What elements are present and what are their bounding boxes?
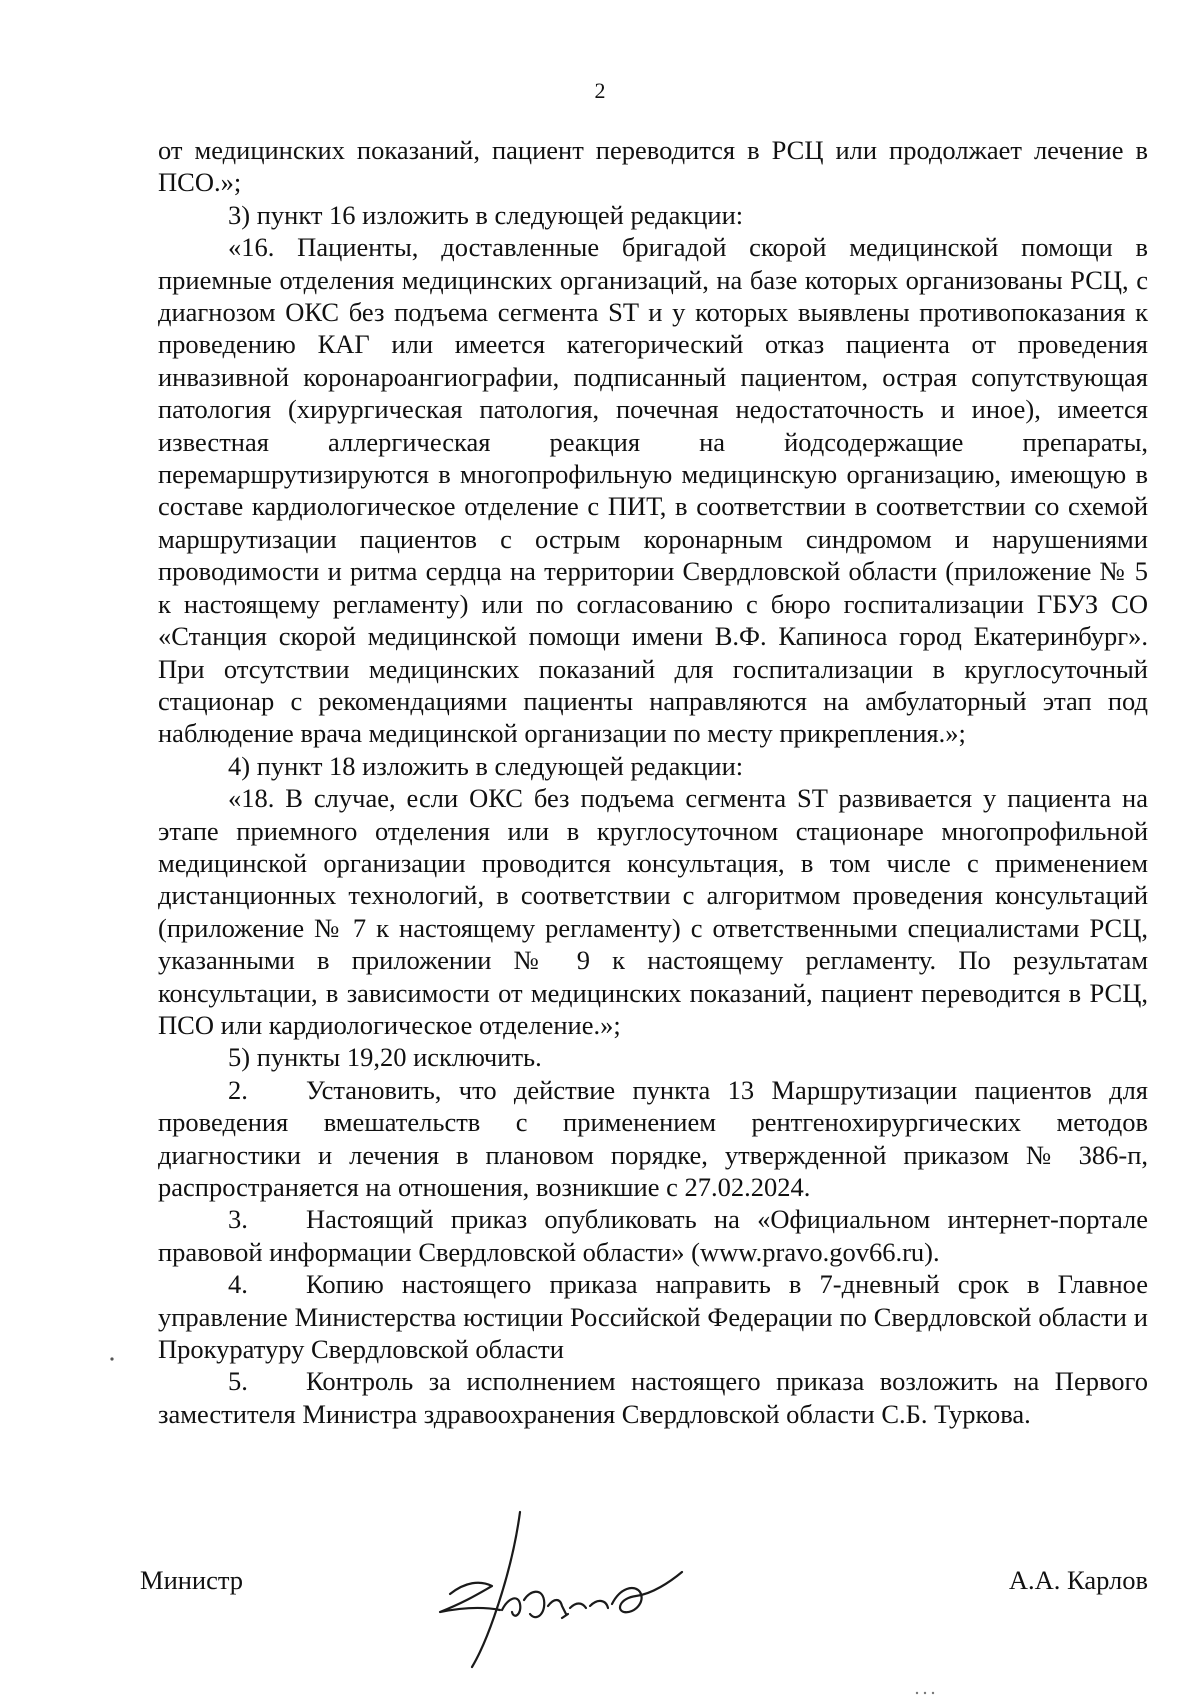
document-body: [158, 134, 1148, 1430]
page-number: 2: [594, 78, 606, 103]
paragraph-clause-16: «16. Пациенты, доставленные бригадой скорой медицинской помощи в приемные отделения медицинских организаций, на базе которых организованы РСЦ, с диагнозом ОКС без подъема сегмента ST и у которых выявлены противопоказания к проведению КАГ или имеется категорический отказ пациента от проведения инвазивной коронароангиографии, подписанный пациентом, острая сопутствующая патология (хирургическая патология, почечная недостаточность и иное), имеется известная аллергическая реакция на йодсодержащие препараты, перемаршрутизируются в многопрофильную медицинскую организацию, имеющую в составе кардиологическое отделение с ПИТ, в соответствии в соответствии со схемой маршрутизации пациентов с острым коронарным синдромом и нарушениями проводимости и ритма сердца на территории Свердловской области (приложение № 5 к настоящему регламенту) или по согласованию с бюро госпитализации ГБУЗ СО «Станция скорой медицинской помощи имени В.Ф. Капиноса город Екатеринбург». При отсутствии медицинских показаний для госпитализации в круглосуточный стационар с рекомендациями пациенты направляются на амбулаторный этап под наблюдение врача медицинской организации по месту прикрепления.»;: [158, 232, 1148, 749]
paragraph-subitem-4: 4) пункт 18 изложить в следующей редакции:: [228, 750, 744, 781]
handwritten-signature: [420, 1502, 720, 1672]
signatory-title: Министр: [140, 1565, 244, 1595]
paragraph-subitem-5: 5) пункты 19,20 исключить.: [228, 1042, 542, 1073]
paragraph-subitem-3: 3) пункт 16 изложить в следующей редакции:: [228, 199, 744, 230]
paragraph-continuation: от медицинских показаний, пациент переводится в РСЦ или продолжает лечение в ПСО.»;: [158, 135, 1148, 198]
item-number: 4.: [228, 1269, 248, 1300]
item-text: Настоящий приказ опубликовать на «Официальном интернет-портале правовой информации Свердловской области» (www.pravo.gov66.ru).: [158, 1204, 1148, 1267]
item-text: Контроль за исполнением настоящего приказа возложить на Первого заместителя Министра здравоохранения Свердловской области С.Б. Туркова.: [158, 1366, 1148, 1429]
item-number: 2.: [228, 1074, 248, 1105]
item-number: 5.: [228, 1366, 248, 1397]
numbered-item-5: [158, 1365, 1148, 1430]
signatory-name: А.А. Карлов: [1008, 1565, 1148, 1595]
numbered-item-3: [158, 1203, 1148, 1268]
numbered-item-2: [158, 1074, 1148, 1204]
item-number: 3.: [228, 1204, 248, 1235]
numbered-item-4: [158, 1268, 1148, 1365]
paragraph-clause-18: «18. В случае, если ОКС без подъема сегмента ST развивается у пациента на этапе приемного отделения или в круглосуточном стационаре многопрофильной медицинской организации проводится консультация, в том числе с применением дистанционных технологий, в соответствии с алгоритмом проведения консультаций (приложение № 7 к настоящему регламенту) с ответственными специалистами РСЦ, указанными в приложении № 9 к настоящему регламенту. По результатам консультации, в зависимости от медицинских показаний, пациент переводится в РСЦ, ПСО или кардиологическое отделение.»;: [158, 783, 1148, 1040]
item-text: Установить, что действие пункта 13 Маршрутизации пациентов для проведения вмешательств с применением рентгенохирургических методов диагностики и лечения в плановом порядке, утвержденной приказом № 386-п, распространяется на отношения, возникшие с 27.02.2024.: [158, 1074, 1148, 1202]
signature-block: [0, 1540, 1200, 1680]
item-text: Копию настоящего приказа направить в 7-дневный срок в Главное управление Министерства юстиции Российской Федерации по Свердловской области и Прокуратуру Свердловской области: [158, 1269, 1148, 1365]
